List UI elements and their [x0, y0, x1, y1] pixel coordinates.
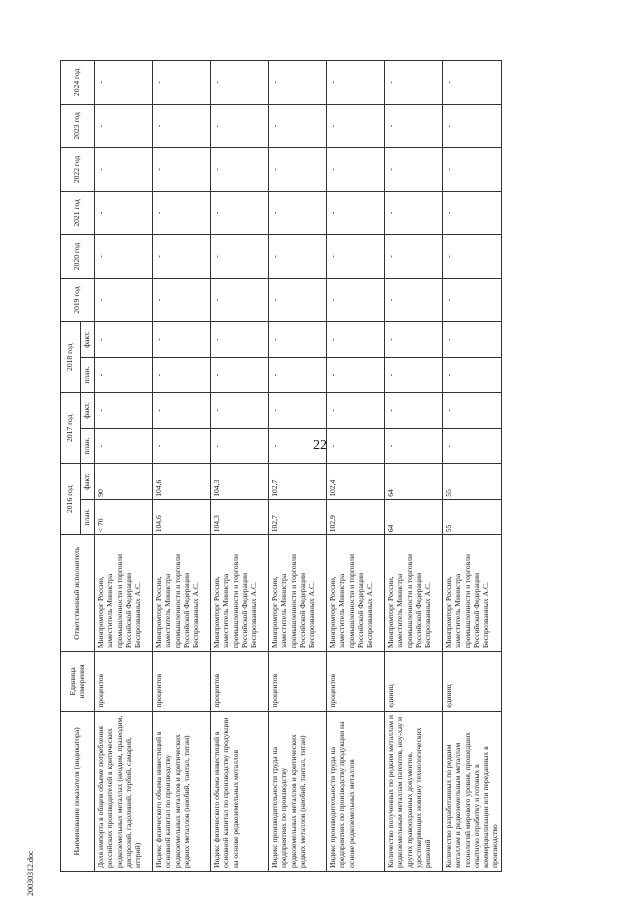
unit-cell: единиц: [385, 652, 443, 712]
document-code-text: 20030312.doc: [26, 850, 35, 896]
value-cell: -: [327, 148, 385, 192]
header-name: Наименование показателя (индикатора): [61, 711, 95, 871]
value-cell: -: [153, 428, 211, 464]
value-cell: -: [95, 191, 153, 235]
value-cell: -: [95, 235, 153, 279]
value-cell: -: [385, 357, 443, 393]
value-cell: -: [443, 393, 502, 429]
value-cell: -: [269, 191, 327, 235]
value-cell: -: [269, 278, 327, 322]
responsible-cell: Минпромторг России, заместитель Министра промышленности и торговли Российской Федерации Беспрозванных А.С.: [95, 535, 153, 652]
indicator-name: Индекс физического объема инвестиций в основной капитал по производству продукции на основе редкоземельных металлов: [211, 711, 269, 871]
rotated-table-container: [60, 52, 620, 872]
header-plan: план.: [81, 499, 95, 535]
value-cell: < 70: [95, 499, 153, 535]
header-plan: план.: [81, 357, 95, 393]
value-cell: -: [211, 104, 269, 148]
value-cell: 55: [443, 464, 502, 500]
value-cell: -: [95, 61, 153, 105]
value-cell: -: [385, 104, 443, 148]
value-cell: 102,9: [327, 499, 385, 535]
unit-cell: процентов: [211, 652, 269, 712]
value-cell: -: [95, 357, 153, 393]
value-cell: -: [211, 322, 269, 358]
value-cell: -: [211, 278, 269, 322]
value-cell: -: [443, 104, 502, 148]
value-cell: -: [327, 357, 385, 393]
responsible-cell: Минпромторг России, заместитель Министра промышленности и торговли Российской Федерации Беспрозванных А.С.: [327, 535, 385, 652]
unit-cell: процентов: [153, 652, 211, 712]
value-cell: -: [153, 235, 211, 279]
value-cell: -: [211, 393, 269, 429]
responsible-cell: Минпромторг России, заместитель Министра промышленности и торговли Российской Федерации Беспрозванных А.С.: [153, 535, 211, 652]
value-cell: 104,6: [153, 464, 211, 500]
table-row: [443, 61, 502, 872]
value-cell: -: [211, 428, 269, 464]
value-cell: 102,7: [269, 499, 327, 535]
value-cell: -: [327, 61, 385, 105]
header-fact: факт.: [81, 393, 95, 429]
value-cell: -: [153, 357, 211, 393]
table-row: [153, 61, 211, 872]
value-cell: -: [211, 148, 269, 192]
value-cell: -: [443, 235, 502, 279]
indicator-name: Индекс физического объема инвестиций в основной капитал по производству редкоземельных металлов и критических редких металлов (ниобий, тантал, титан): [153, 711, 211, 871]
value-cell: -: [153, 191, 211, 235]
value-cell: -: [327, 235, 385, 279]
value-cell: -: [269, 235, 327, 279]
header-year-2020: 2020 год: [61, 235, 95, 279]
page-number: 22: [313, 438, 327, 453]
header-year-2023: 2023 год: [61, 104, 95, 148]
header-year-2016: 2016 год: [61, 464, 81, 535]
value-cell: 102,4: [327, 464, 385, 500]
indicator-name: Количество разработанных по редким металлам и редкоземельным металлам технологий мирового уровня, прошедших опытную отработку и готовых к коммерциализации или переданных в производство: [443, 711, 502, 871]
value-cell: -: [269, 104, 327, 148]
value-cell: -: [95, 148, 153, 192]
responsible-cell: Минпромторг России, заместитель Министра промышленности и торговли Российской Федерации Беспрозванных А.С.: [385, 535, 443, 652]
value-cell: -: [327, 191, 385, 235]
value-cell: -: [443, 278, 502, 322]
value-cell: -: [269, 148, 327, 192]
value-cell: 64: [385, 464, 443, 500]
table-row: [385, 61, 443, 872]
value-cell: -: [443, 428, 502, 464]
value-cell: -: [153, 322, 211, 358]
header-unit: Единица измерения: [61, 652, 95, 712]
indicator-table: [60, 60, 502, 872]
value-cell: -: [269, 357, 327, 393]
header-year-2017: 2017 год: [61, 393, 81, 464]
value-cell: 104,6: [153, 499, 211, 535]
indicator-name: Индекс производительности труда на предприятиях по производству продукции на основе редкоземельных металлов: [327, 711, 385, 871]
value-cell: -: [385, 148, 443, 192]
value-cell: -: [211, 235, 269, 279]
value-cell: -: [95, 322, 153, 358]
value-cell: -: [153, 104, 211, 148]
header-year-2021: 2021 год: [61, 191, 95, 235]
value-cell: -: [211, 357, 269, 393]
value-cell: -: [327, 428, 385, 464]
header-year-2018: 2018 год: [61, 322, 81, 393]
header-responsible: Ответственный исполнитель: [61, 535, 95, 652]
value-cell: 90: [95, 464, 153, 500]
value-cell: -: [269, 61, 327, 105]
header-plan: план.: [81, 428, 95, 464]
value-cell: -: [95, 278, 153, 322]
value-cell: -: [95, 104, 153, 148]
responsible-cell: Минпромторг России, заместитель Министра промышленности и торговли Российской Федерации Беспрозванных А.С.: [269, 535, 327, 652]
value-cell: -: [385, 61, 443, 105]
value-cell: -: [153, 278, 211, 322]
value-cell: -: [385, 191, 443, 235]
unit-cell: процентов: [95, 652, 153, 712]
unit-cell: процентов: [327, 652, 385, 712]
value-cell: -: [385, 428, 443, 464]
responsible-cell: Минпромторг России, заместитель Министра промышленности и торговли Российской Федерации Беспрозванных А.С.: [443, 535, 502, 652]
value-cell: -: [385, 278, 443, 322]
indicator-name: Доля импорта в общем объеме потребления российских производителей в критических редкоземельных металлах (неодим, празеодим, диспрозий, гадолиний, тербий, самарий, иттрий): [95, 711, 153, 871]
value-cell: -: [211, 61, 269, 105]
value-cell: 64: [385, 499, 443, 535]
value-cell: -: [269, 322, 327, 358]
value-cell: -: [269, 393, 327, 429]
unit-cell: единиц: [443, 652, 502, 712]
indicator-name: Количество полученных по редким металлам и редкоземельным металлам патентов, ноу-хау и других правоохранных документов, удостоверяющих новизну технологических решений: [385, 711, 443, 871]
document-code: [26, 838, 36, 898]
value-cell: -: [385, 235, 443, 279]
value-cell: -: [443, 61, 502, 105]
header-year-2019: 2019 год: [61, 278, 95, 322]
value-cell: -: [327, 322, 385, 358]
value-cell: -: [443, 191, 502, 235]
value-cell: -: [385, 393, 443, 429]
value-cell: -: [327, 393, 385, 429]
table-row: [95, 61, 153, 872]
indicator-name: Индекс производительности труда на предприятиях по производству редкоземельных металлов и критических редких металлов (ниобий, тантал, титан): [269, 711, 327, 871]
header-fact: факт.: [81, 464, 95, 500]
header-fact: факт.: [81, 322, 95, 358]
table-row: [269, 61, 327, 872]
value-cell: -: [153, 393, 211, 429]
header-year-2024: 2024 год: [61, 61, 95, 105]
value-cell: -: [95, 393, 153, 429]
responsible-cell: Минпромторг России, заместитель Министра промышленности и торговли Российской Федерации Беспрозванных А.С.: [211, 535, 269, 652]
value-cell: -: [211, 191, 269, 235]
table-body: [95, 61, 502, 872]
value-cell: -: [269, 428, 327, 464]
header-year-2022: 2022 год: [61, 148, 95, 192]
value-cell: -: [153, 61, 211, 105]
value-cell: 104,3: [211, 464, 269, 500]
value-cell: -: [327, 104, 385, 148]
value-cell: -: [443, 148, 502, 192]
unit-cell: процентов: [269, 652, 327, 712]
value-cell: 55: [443, 499, 502, 535]
value-cell: -: [443, 322, 502, 358]
value-cell: -: [95, 428, 153, 464]
value-cell: -: [385, 322, 443, 358]
value-cell: 104,3: [211, 499, 269, 535]
table-row: [327, 61, 385, 872]
value-cell: -: [153, 148, 211, 192]
value-cell: 102,7: [269, 464, 327, 500]
value-cell: -: [443, 357, 502, 393]
table-row: [211, 61, 269, 872]
value-cell: -: [327, 278, 385, 322]
